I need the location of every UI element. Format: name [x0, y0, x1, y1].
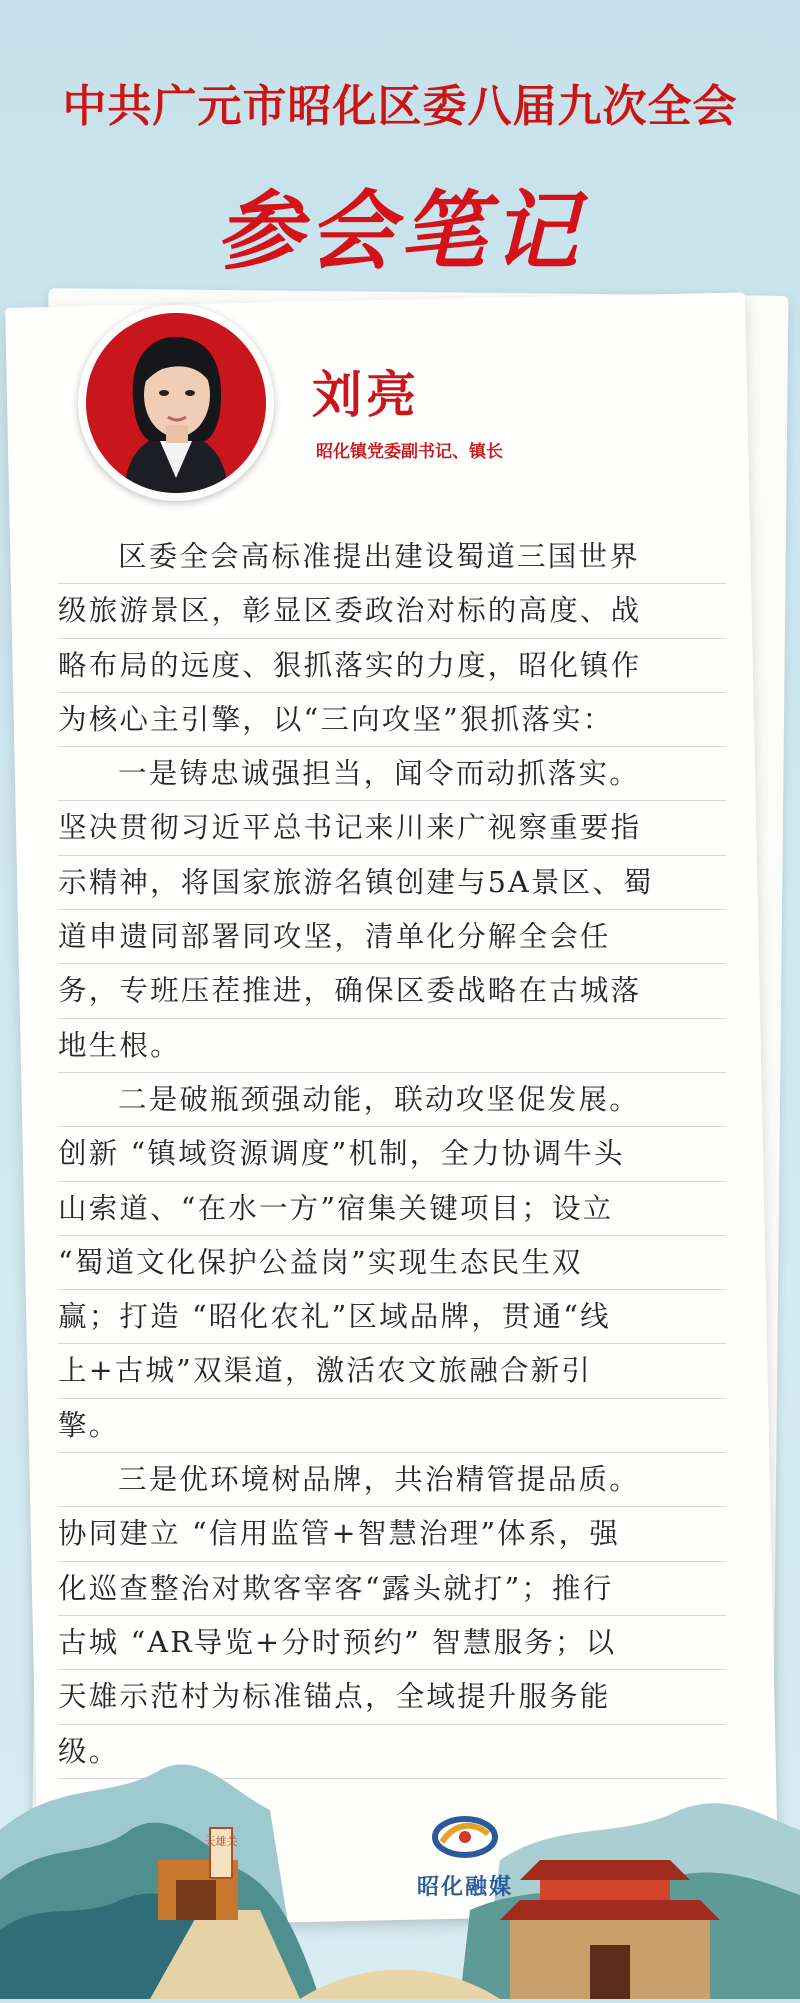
article-line: 擎。	[58, 1399, 726, 1453]
media-logo-text: 昭化融媒	[416, 1875, 513, 1900]
page-header	[0, 70, 800, 286]
media-logo-icon	[430, 1812, 500, 1862]
article-line: 略布局的远度、狠抓落实的力度，昭化镇作	[58, 639, 726, 693]
mountain-scene-image	[0, 1710, 800, 1999]
article-line: 道申遗同部署同攻坚，清单化分解全会任	[58, 910, 726, 964]
page-title: 中共广元市昭化区委八届九次全会	[62, 81, 738, 132]
article-line: 三是优环境树品牌，共治精管提品质。	[58, 1453, 726, 1507]
article-line: 级旅游景区，彰显区委政治对标的高度、战	[58, 584, 726, 638]
article-line: 区委全会高标准提出建设蜀道三国世界	[58, 530, 726, 584]
article-line: 级。	[58, 1725, 726, 1779]
article-line: 古城 “AR导览+分时预约” 智慧服务；以	[58, 1616, 726, 1670]
article-line: 地生根。	[58, 1019, 726, 1073]
avatar-frame	[78, 305, 274, 501]
article-line: 示精神，将国家旅游名镇创建与5A景区、蜀	[58, 856, 726, 910]
article-line: 天雄示范村为标准锚点，全域提升服务能	[58, 1670, 726, 1724]
landscape-illustration	[0, 1710, 800, 1999]
media-logo	[410, 1812, 520, 1901]
article-line: 山索道、“在水一方”宿集关键项目；设立	[58, 1182, 726, 1236]
article-body	[58, 530, 726, 1779]
article-line: 务，专班压茬推进，确保区委战略在古城落	[58, 964, 726, 1018]
portrait-image	[86, 313, 266, 493]
article-line: 一是铸忠诚强担当，闻令而动抓落实。	[58, 747, 726, 801]
person-name: 刘亮	[312, 365, 420, 424]
person-role: 昭化镇党委副书记、镇长	[316, 442, 503, 462]
article-line: “蜀道文化保护公益岗”实现生态民生双	[58, 1236, 726, 1290]
article-line: 化巡查整治对欺客宰客“露头就打”；推行	[58, 1562, 726, 1616]
article-line: 赢；打造 “昭化农礼”区域品牌，贯通“线	[58, 1290, 726, 1344]
article-line: 二是破瓶颈强动能，联动攻坚促发展。	[58, 1073, 726, 1127]
article-line: 坚决贯彻习近平总书记来川来广视察重要指	[58, 801, 726, 855]
avatar	[86, 313, 266, 493]
article-line: 协同建立 “信用监管+智慧治理”体系，强	[58, 1507, 726, 1561]
article-line: 为核心主引擎，以“三向攻坚”狠抓落实：	[58, 693, 726, 747]
article-line: 上+古城”双渠道，激活农文旅融合新引	[58, 1344, 726, 1398]
gate-sign: 天雄关	[204, 1835, 238, 1848]
page-subtitle: 参会笔记	[216, 181, 584, 282]
article-line: 创新 “镇域资源调度”机制，全力协调牛头	[58, 1127, 726, 1181]
